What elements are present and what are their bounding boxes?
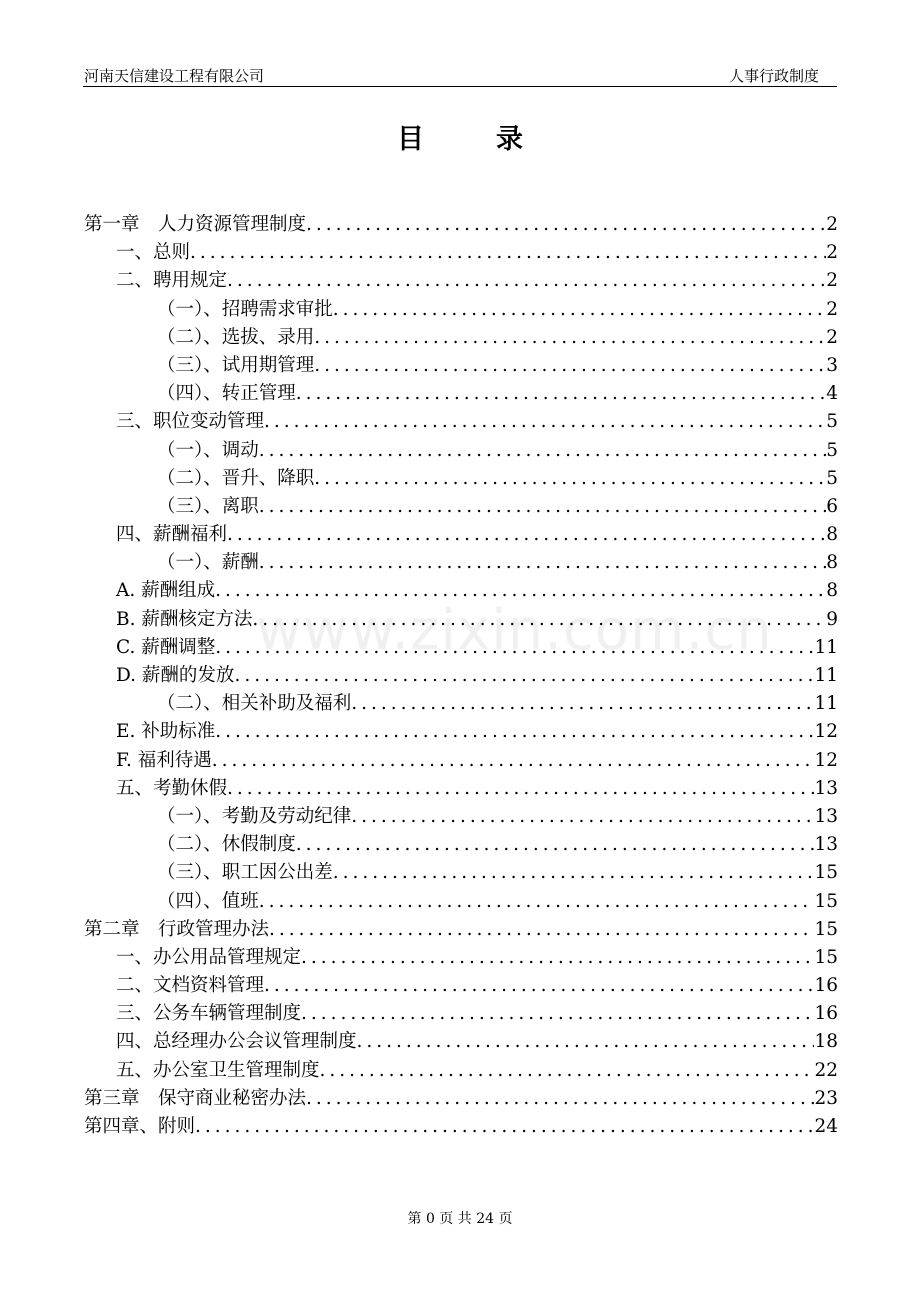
toc-entry[interactable]: [84, 296, 838, 324]
toc-entry-label: （四）、转正管理: [157, 383, 296, 405]
toc-entry-label: 第四章、附则: [84, 1116, 196, 1137]
toc-entry[interactable]: [84, 888, 838, 916]
toc-entry[interactable]: [84, 577, 838, 605]
toc-leader-dots: [306, 1085, 814, 1113]
toc-entry[interactable]: [84, 408, 838, 436]
toc-entry-label: （二）、休假制度: [157, 834, 296, 856]
toc-leader-dots: [252, 606, 826, 634]
toc-entry[interactable]: [84, 803, 838, 831]
toc-entry-page: 5: [826, 439, 838, 461]
toc-entry-label: 第三章 保守商业秘密办法: [84, 1087, 307, 1109]
toc-entry[interactable]: [84, 1085, 838, 1113]
toc-entry-page: 16: [814, 975, 838, 997]
toc-leader-dots: [333, 859, 815, 887]
toc-entry-label: 五、考勤休假: [116, 777, 228, 799]
toc-entry-page: 11: [814, 636, 838, 658]
toc-entry-page: 4: [826, 383, 838, 405]
toc-leader-dots: [227, 267, 826, 295]
toc-entry-label: E. 补助标准: [116, 721, 216, 743]
page-header: [83, 64, 837, 87]
toc-entry-label: （一）、招聘需求审批: [157, 298, 333, 320]
toc-entry-page: 13: [814, 805, 838, 827]
toc-entry-page: 18: [814, 1031, 838, 1053]
header-section: 人事行政制度: [728, 67, 819, 85]
toc-entry-page: 13: [814, 777, 838, 799]
toc-leader-dots: [320, 1057, 815, 1085]
toc-leader-dots: [314, 352, 826, 380]
toc-leader-dots: [301, 1000, 814, 1028]
toc-entry-label: （二）、选拔、录用: [157, 326, 315, 348]
toc-entry-page: 16: [814, 1003, 838, 1025]
toc-entry-page: 15: [814, 918, 838, 940]
toc-entry[interactable]: [84, 775, 838, 803]
page-title: [0, 117, 920, 156]
toc-entry-page: 2: [826, 298, 838, 320]
toc-entry-label: （一）、考勤及劳动纪律: [157, 805, 352, 827]
toc-entry[interactable]: [84, 465, 838, 493]
toc-entry-page: 15: [814, 862, 838, 884]
toc-entry-page: 2: [826, 326, 838, 348]
toc-entry-page: 15: [814, 946, 838, 968]
toc-entry-page: 2: [826, 270, 838, 292]
toc-leader-dots: [357, 1028, 815, 1056]
toc-entry-label: C. 薪酬调整: [116, 636, 216, 658]
toc-entry-label: 二、聘用规定: [116, 270, 228, 292]
toc-entry[interactable]: [84, 239, 838, 267]
toc-entry[interactable]: [84, 944, 838, 972]
toc-leader-dots: [314, 465, 826, 493]
toc-entry-page: 12: [814, 749, 838, 771]
toc-leader-dots: [259, 888, 815, 916]
toc-entry[interactable]: [84, 352, 838, 380]
toc-entry-page: 9: [826, 608, 838, 630]
toc-leader-dots: [195, 1113, 814, 1141]
toc-entry[interactable]: [84, 493, 838, 521]
toc-entry-label: 第一章 人力资源管理制度: [84, 214, 307, 235]
toc-leader-dots: [296, 831, 815, 859]
toc-entry[interactable]: [84, 916, 838, 944]
toc-entry-label: （四）、值班: [157, 890, 259, 912]
toc-entry[interactable]: [84, 1000, 838, 1028]
toc-leader-dots: [264, 972, 814, 1000]
toc-entry[interactable]: [84, 747, 838, 775]
watermark: www.zixin.com.cn: [256, 598, 773, 663]
toc-leader-dots: [264, 408, 826, 436]
toc-entry-label: 一、办公用品管理规定: [116, 946, 302, 968]
toc-entry-label: 三、职位变动管理: [116, 411, 265, 433]
toc-leader-dots: [259, 549, 826, 577]
toc-entry[interactable]: [84, 662, 838, 690]
toc-entry[interactable]: [84, 1057, 838, 1085]
toc-entry[interactable]: [84, 972, 838, 1000]
toc-entry-page: 6: [826, 495, 838, 517]
toc-entry[interactable]: [84, 718, 838, 746]
toc-entry-page: 11: [814, 693, 838, 715]
toc-entry-page: 2: [826, 214, 838, 235]
toc-entry[interactable]: [84, 634, 838, 662]
toc-entry-label: （一）、薪酬: [157, 552, 259, 574]
toc-leader-dots: [227, 775, 814, 803]
toc-entry-label: 一、总则: [116, 242, 191, 264]
toc-entry-label: D. 薪酬的发放: [116, 665, 235, 686]
toc-entry-page: 12: [814, 721, 838, 743]
toc-entry-page: 15: [814, 890, 838, 912]
toc-entry[interactable]: [84, 380, 838, 408]
toc-entry[interactable]: [84, 690, 838, 718]
toc-entry-page: 2: [826, 242, 838, 264]
title-char-2: 录: [496, 124, 523, 155]
toc-entry-label: F. 福利待遇: [116, 749, 212, 771]
toc-entry[interactable]: [84, 324, 838, 352]
toc-entry-label: 四、总经理办公会议管理制度: [116, 1031, 357, 1053]
toc-entry-label: B. 薪酬核定方法: [116, 608, 253, 630]
toc-leader-dots: [314, 324, 826, 352]
toc-entry-page: 24: [814, 1116, 838, 1137]
toc-leader-dots: [212, 747, 815, 775]
toc-entry-label: 四、薪酬福利: [116, 524, 228, 546]
toc-entry-page: 8: [826, 524, 838, 546]
header-company: 河南天信建设工程有限公司: [84, 67, 265, 85]
toc-leader-dots: [259, 437, 826, 465]
toc-entry-label: 第二章 行政管理办法: [84, 918, 270, 940]
toc-leader-dots: [259, 493, 826, 521]
toc-entry-page: 3: [826, 354, 838, 376]
toc-leader-dots: [234, 662, 814, 690]
toc-entry-page: 23: [814, 1087, 838, 1109]
toc-entry[interactable]: [84, 521, 838, 549]
toc-entry[interactable]: [84, 437, 838, 465]
toc-entry[interactable]: [84, 267, 838, 295]
toc-entry-page: 8: [826, 580, 838, 602]
toc-leader-dots: [351, 803, 814, 831]
toc-entry-label: （二）、相关补助及福利: [157, 693, 352, 715]
toc-entry[interactable]: [84, 1113, 838, 1141]
toc-entry-label: （三）、职工因公出差: [157, 862, 333, 884]
toc-entry-label: 五、办公室卫生管理制度: [116, 1059, 320, 1081]
toc-leader-dots: [215, 577, 826, 605]
toc-entry[interactable]: [84, 1028, 838, 1056]
page-footer: 第 0 页 共 24 页: [407, 1211, 513, 1227]
toc-leader-dots: [306, 211, 826, 239]
toc-entry-label: 二、文档资料管理: [116, 975, 265, 997]
toc-entry[interactable]: [84, 859, 838, 887]
toc-leader-dots: [351, 690, 814, 718]
toc-entry-label: （二）、晋升、降职: [157, 467, 315, 489]
toc-entry-page: 22: [814, 1059, 838, 1081]
table-of-contents: [84, 211, 838, 1141]
toc-entry[interactable]: [84, 831, 838, 859]
toc-entry-page: 13: [814, 834, 838, 856]
toc-entry[interactable]: [84, 211, 838, 239]
toc-leader-dots: [215, 718, 814, 746]
toc-entry-page: 5: [826, 411, 838, 433]
toc-entry-label: （一）、调动: [157, 439, 259, 461]
toc-leader-dots: [269, 916, 814, 944]
toc-leader-dots: [215, 634, 814, 662]
toc-entry[interactable]: [84, 606, 838, 634]
toc-entry-label: （三）、试用期管理: [157, 354, 315, 376]
toc-leader-dots: [301, 944, 814, 972]
title-char-1: 目: [397, 124, 424, 155]
toc-leader-dots: [333, 296, 826, 324]
toc-leader-dots: [227, 521, 826, 549]
toc-entry-label: A. 薪酬组成: [116, 580, 216, 602]
toc-entry-label: （三）、离职: [157, 495, 259, 517]
toc-entry-page: 8: [826, 552, 838, 574]
toc-entry[interactable]: [84, 549, 838, 577]
toc-entry-page: 11: [814, 665, 838, 686]
toc-entry-page: 5: [826, 467, 838, 489]
toc-leader-dots: [190, 239, 826, 267]
toc-leader-dots: [296, 380, 826, 408]
toc-entry-label: 三、公务车辆管理制度: [116, 1003, 302, 1025]
